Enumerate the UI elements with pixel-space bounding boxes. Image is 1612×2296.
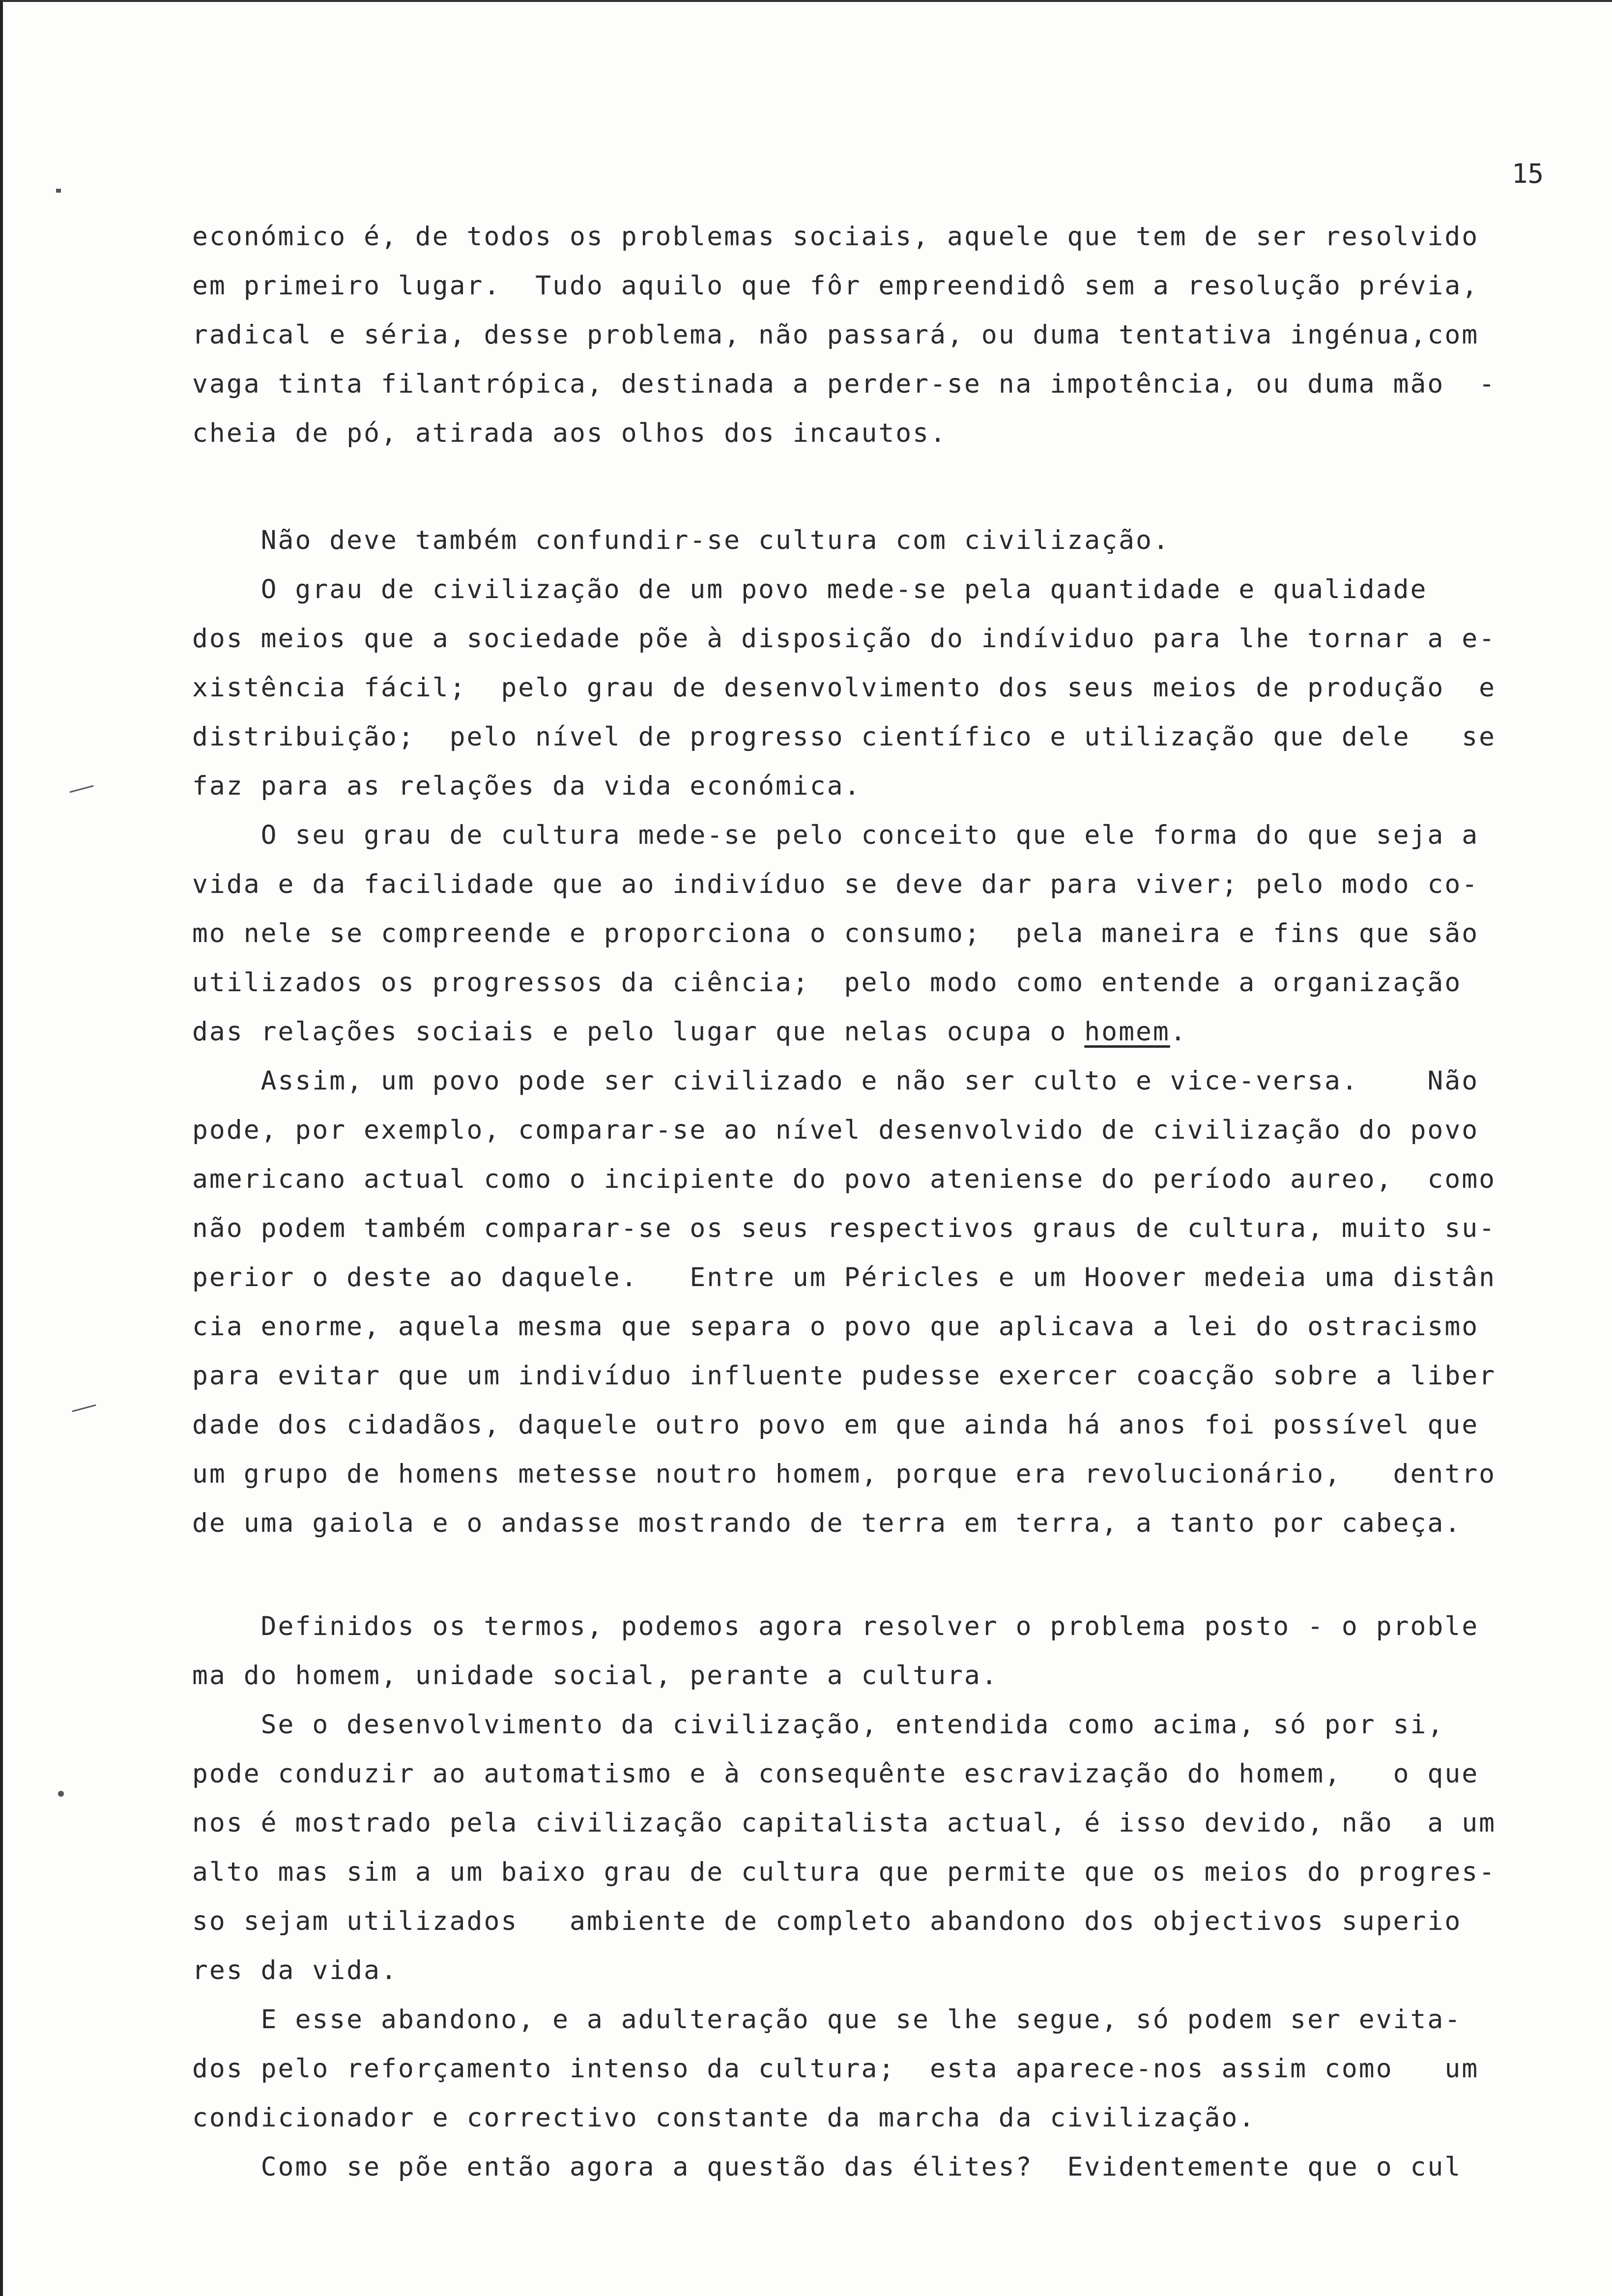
text-line: faz para as relações da vida económica.	[192, 771, 862, 801]
text-line: Se o desenvolvimento da civilização, entendida como acima, só por si,	[192, 1710, 1445, 1740]
text-line: americano actual como o incipiente do povo ateniense do período aureo, como	[192, 1164, 1497, 1194]
underlined-word: homem	[1084, 1017, 1170, 1047]
text-line: O seu grau de cultura mede-se pelo conceito que ele forma do que seja a	[192, 820, 1479, 850]
text-line: ma do homem, unidade social, perante a cultura.	[192, 1661, 999, 1691]
text-line: económico é, de todos os problemas sociais, aquele que tem de ser resolvido	[192, 222, 1479, 252]
text-line: pode, por exemplo, comparar-se ao nível desenvolvido de civilização do povo	[192, 1115, 1479, 1145]
text-line: de uma gaiola e o andasse mostrando de terra em terra, a tanto por cabeça.	[192, 1508, 1462, 1538]
paragraph-man-and-culture	[192, 1602, 1556, 2192]
text-line: perior o deste ao daquele. Entre um Péricles e um Hoover medeia uma distân	[192, 1263, 1497, 1292]
text-line: utilizados os progressos da ciência; pelo modo como entende a organização	[192, 968, 1462, 998]
text-line: O grau de civilização de um povo mede-se pela quantidade e qualidade	[192, 574, 1428, 604]
text-line: condicionador e correctivo constante da marcha da civilização.	[192, 2103, 1256, 2133]
text-line-start: das relações sociais e pelo lugar que nelas ocupa o	[192, 1017, 1085, 1047]
text-line: dade dos cidadãos, daquele outro povo em que ainda há anos foi possível que	[192, 1410, 1479, 1440]
text-line: pode conduzir ao automatismo e à consequênte escravização do homem, o que	[192, 1759, 1479, 1789]
text-line: dos meios que a sociedade põe à disposição do indíviduo para lhe tornar a e-	[192, 624, 1497, 654]
scan-speck	[72, 1405, 96, 1412]
text-line: Assim, um povo pode ser civilizado e não ser culto e vice-versa. Não	[192, 1066, 1479, 1096]
text-line: xistência fácil; pelo grau de desenvolvimento dos seus meios de produção e	[192, 673, 1497, 703]
scan-speck	[69, 785, 93, 793]
text-line: cheia de pó, atirada aos olhos dos incautos.	[192, 418, 947, 448]
text-line: mo nele se compreende e proporciona o consumo; pela maneira e fins que são	[192, 918, 1479, 948]
text-line: vida e da facilidade que ao indivíduo se deve dar para viver; pelo modo co-	[192, 869, 1479, 899]
text-line: Como se põe então agora a questão das élites? Evidentemente que o cul	[192, 2152, 1462, 2182]
text-line: nos é mostrado pela civilização capitalista actual, é isso devido, não a um	[192, 1808, 1497, 1838]
text-line: vaga tinta filantrópica, destinada a perder-se na impotência, ou duma mão -	[192, 369, 1497, 399]
text-line: para evitar que um indivíduo influente pudesse exercer coacção sobre a liber	[192, 1361, 1497, 1391]
text-line: E esse abandono, e a adulteração que se lhe segue, só podem ser evita-	[192, 2005, 1462, 2035]
text-line: res da vida.	[192, 1955, 398, 1985]
text-line: radical e séria, desse problema, não passará, ou duma tentativa ingénua,com	[192, 320, 1479, 350]
text-line: Não deve também confundir-se cultura com civilização.	[192, 525, 1170, 555]
text-line: so sejam utilizados ambiente de completo abandono dos objectivos superio	[192, 1906, 1462, 1936]
scan-speck	[58, 1791, 64, 1797]
scan-speck	[56, 189, 61, 193]
text-line: cia enorme, aquela mesma que separa o povo que aplicava a lei do ostracismo	[192, 1312, 1479, 1342]
text-line: um grupo de homens metesse noutro homem, porque era revolucionário, dentro	[192, 1459, 1497, 1489]
page-number: 15	[1512, 158, 1544, 189]
text-line: em primeiro lugar. Tudo aquilo que fôr empreendidô sem a resolução prévia,	[192, 271, 1479, 301]
text-line: dos pelo reforçamento intenso da cultura; esta aparece-nos assim como um	[192, 2054, 1479, 2084]
text-line: das relações sociais e pelo lugar que nelas ocupa o homem.	[192, 1017, 1187, 1047]
text-line: Definidos os termos, podemos agora resolver o problema posto - o proble	[192, 1611, 1479, 1641]
paragraph-economic-problem	[192, 212, 1556, 458]
text-line: alto mas sim a um baixo grau de cultura que permite que os meios do progres-	[192, 1857, 1497, 1887]
text-line: não podem também comparar-se os seus respectivos graus de cultura, muito su-	[192, 1213, 1497, 1243]
paragraph-culture-vs-civilization	[192, 516, 1556, 1548]
text-line: distribuição; pelo nível de progresso científico e utilização que dele se	[192, 722, 1497, 752]
